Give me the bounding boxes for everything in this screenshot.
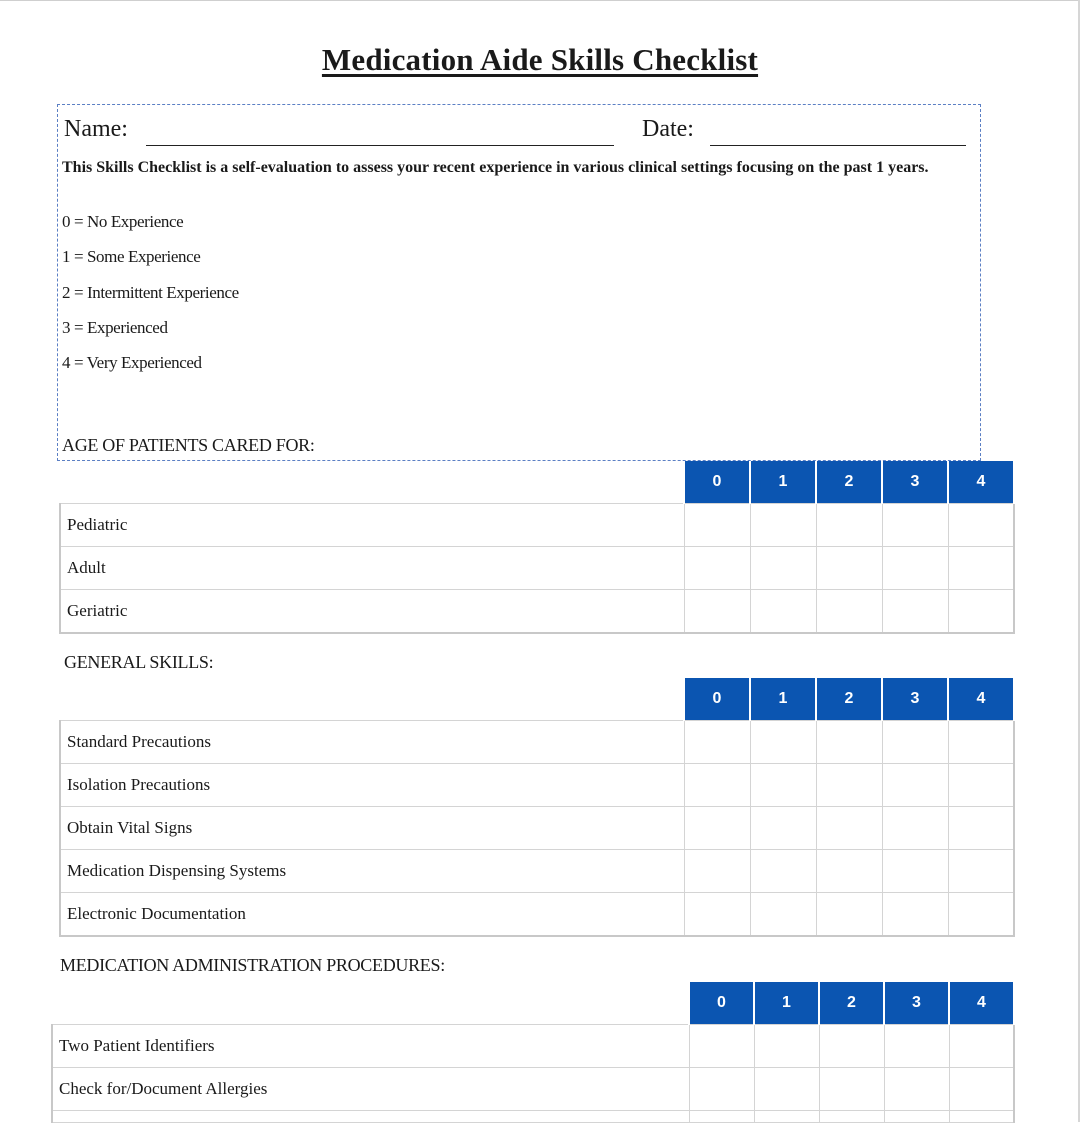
rating-cell[interactable] — [754, 1110, 819, 1122]
rating-cell[interactable] — [948, 806, 1014, 849]
rating-cell[interactable] — [948, 546, 1014, 589]
rating-header-4: 4 — [949, 982, 1014, 1024]
rating-header-3: 3 — [882, 461, 948, 503]
rating-cell[interactable] — [819, 1110, 884, 1122]
page-edge — [0, 0, 1080, 1]
rating-cell[interactable] — [948, 892, 1014, 936]
rating-cell[interactable] — [816, 546, 882, 589]
skill-label: Geriatric — [60, 589, 684, 633]
rating-cell[interactable] — [948, 849, 1014, 892]
skill-label: Electronic Documentation — [60, 892, 684, 936]
rating-cell[interactable] — [816, 589, 882, 633]
table-row — [60, 892, 1014, 936]
rating-header-0: 0 — [689, 982, 754, 1024]
rating-cell[interactable] — [684, 503, 750, 546]
section-title-age: AGE OF PATIENTS CARED FOR: — [62, 435, 315, 455]
rating-cell[interactable] — [684, 849, 750, 892]
scale-item: 3 = Experienced — [62, 318, 168, 337]
rating-header-2: 2 — [816, 678, 882, 720]
rating-cell[interactable] — [819, 1024, 884, 1067]
rating-cell[interactable] — [882, 806, 948, 849]
rating-cell[interactable] — [882, 892, 948, 936]
date-label: Date: — [642, 116, 694, 142]
section-title-general: GENERAL SKILLS: — [64, 652, 214, 672]
age-checklist-table — [59, 461, 1015, 634]
rating-cell[interactable] — [816, 763, 882, 806]
rating-header-0: 0 — [684, 461, 750, 503]
rating-header-4: 4 — [948, 678, 1014, 720]
rating-cell[interactable] — [750, 503, 816, 546]
rating-cell[interactable] — [816, 503, 882, 546]
rating-cell[interactable] — [754, 1067, 819, 1110]
scale-item: 1 = Some Experience — [62, 247, 201, 266]
rating-cell[interactable] — [949, 1110, 1014, 1122]
table-row — [60, 849, 1014, 892]
table-row — [60, 546, 1014, 589]
rating-cell[interactable] — [882, 589, 948, 633]
scale-item: 2 = Intermittent Experience — [62, 283, 239, 302]
table-row — [52, 1110, 1014, 1122]
rating-header-1: 1 — [754, 982, 819, 1024]
rating-cell[interactable] — [882, 763, 948, 806]
rating-header-1: 1 — [750, 678, 816, 720]
skill-label: Medication Dispensing Systems — [60, 849, 684, 892]
rating-cell[interactable] — [816, 849, 882, 892]
rating-cell[interactable] — [689, 1110, 754, 1122]
rating-cell[interactable] — [750, 720, 816, 763]
skill-label: Two Patient Identifiers — [52, 1024, 689, 1067]
table-row — [60, 503, 1014, 546]
rating-header-1: 1 — [750, 461, 816, 503]
table-row — [52, 1024, 1014, 1067]
rating-cell[interactable] — [948, 763, 1014, 806]
name-field[interactable] — [146, 145, 614, 146]
rating-cell[interactable] — [884, 1110, 949, 1122]
rating-cell[interactable] — [684, 720, 750, 763]
rating-header-0: 0 — [684, 678, 750, 720]
skill-label: Check for/Document Allergies — [52, 1067, 689, 1110]
rating-cell[interactable] — [750, 806, 816, 849]
rating-cell[interactable] — [819, 1067, 884, 1110]
rating-header-2: 2 — [819, 982, 884, 1024]
skill-label: Obtain Vital Signs — [60, 806, 684, 849]
skill-label: Adult — [60, 546, 684, 589]
rating-cell[interactable] — [882, 503, 948, 546]
rating-cell[interactable] — [882, 849, 948, 892]
rating-cell[interactable] — [754, 1024, 819, 1067]
date-field[interactable] — [710, 145, 966, 146]
rating-cell[interactable] — [750, 763, 816, 806]
rating-cell[interactable] — [750, 589, 816, 633]
scale-item: 0 = No Experience — [62, 212, 184, 231]
header-spacer — [60, 678, 684, 720]
table-row — [60, 763, 1014, 806]
header-text-box — [57, 104, 981, 461]
rating-cell[interactable] — [684, 892, 750, 936]
scale-item: 4 = Very Experienced — [62, 353, 202, 372]
rating-cell[interactable] — [948, 589, 1014, 633]
rating-cell[interactable] — [684, 589, 750, 633]
medication-procedures-table — [51, 982, 1015, 1123]
skill-label — [52, 1110, 689, 1122]
skill-label: Isolation Precautions — [60, 763, 684, 806]
rating-cell[interactable] — [816, 720, 882, 763]
rating-cell[interactable] — [750, 546, 816, 589]
rating-cell[interactable] — [816, 806, 882, 849]
rating-cell[interactable] — [948, 720, 1014, 763]
skill-label: Pediatric — [60, 503, 684, 546]
table-row — [60, 720, 1014, 763]
general-skills-table — [59, 678, 1015, 937]
rating-cell[interactable] — [948, 503, 1014, 546]
rating-cell[interactable] — [816, 892, 882, 936]
rating-cell[interactable] — [684, 806, 750, 849]
document-title: Medication Aide Skills Checklist — [321, 42, 759, 77]
rating-cell[interactable] — [884, 1067, 949, 1110]
rating-cell[interactable] — [750, 849, 816, 892]
table-row — [60, 806, 1014, 849]
table-row — [60, 589, 1014, 633]
rating-cell[interactable] — [684, 546, 750, 589]
rating-cell[interactable] — [884, 1024, 949, 1067]
intro-text: This Skills Checklist is a self-evaluation to assess your recent experience in various clinical settings focusing on the past 1 years. — [62, 159, 929, 176]
rating-header-3: 3 — [882, 678, 948, 720]
table-row — [52, 1067, 1014, 1110]
rating-cell[interactable] — [750, 892, 816, 936]
skill-label: Standard Precautions — [60, 720, 684, 763]
rating-cell[interactable] — [689, 1067, 754, 1110]
rating-cell[interactable] — [882, 720, 948, 763]
rating-cell[interactable] — [684, 763, 750, 806]
name-label: Name: — [64, 116, 128, 142]
rating-header-3: 3 — [884, 982, 949, 1024]
rating-cell[interactable] — [882, 546, 948, 589]
rating-header-4: 4 — [948, 461, 1014, 503]
rating-cell[interactable] — [949, 1067, 1014, 1110]
header-spacer — [60, 461, 684, 503]
header-spacer — [52, 982, 689, 1024]
rating-cell[interactable] — [689, 1024, 754, 1067]
rating-header-2: 2 — [816, 461, 882, 503]
rating-cell[interactable] — [949, 1024, 1014, 1067]
section-title-medication: MEDICATION ADMINISTRATION PROCEDURES: — [60, 955, 445, 975]
